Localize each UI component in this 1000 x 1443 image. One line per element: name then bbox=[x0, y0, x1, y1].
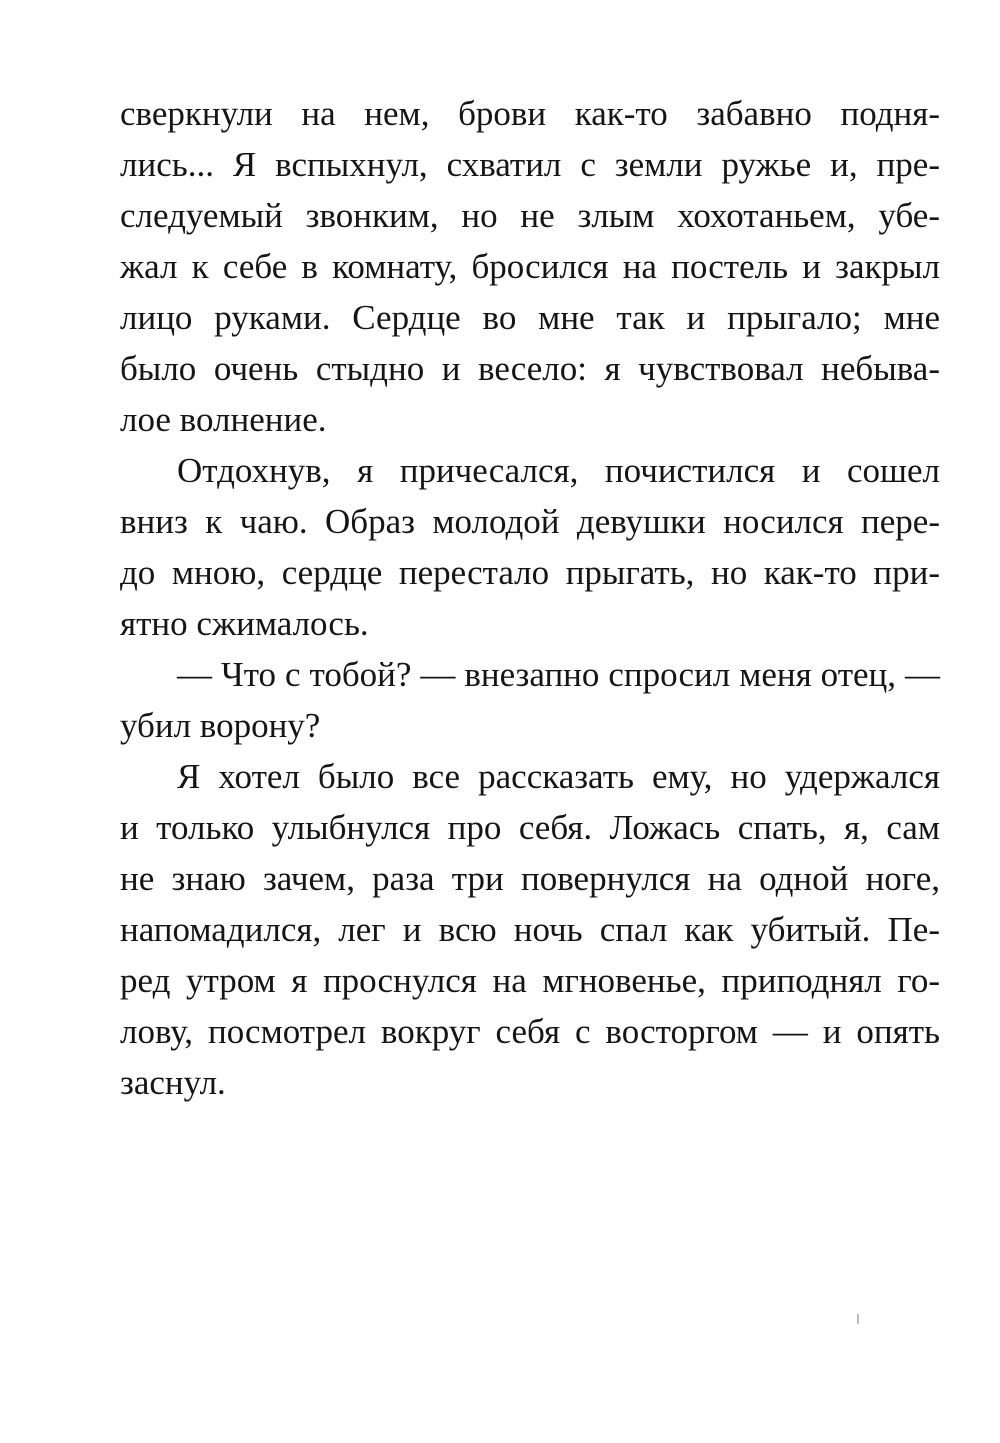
text-line: лицо руками. Сердце во мне так и прыгало; мне bbox=[120, 298, 940, 337]
text-line: лое волнение. bbox=[120, 400, 327, 439]
text-line: не знаю зачем, раза три повернулся на одной ноге, bbox=[120, 859, 940, 898]
text-line: жал к себе в комнату, бросился на постель и закрыл bbox=[120, 247, 940, 286]
text-line: лись... Я вспыхнул, схватил с земли ружье и, пре- bbox=[120, 145, 940, 184]
text-line: ятно сжималось. bbox=[120, 604, 369, 643]
text-line: заснул. bbox=[120, 1063, 226, 1102]
text-line: до мною, сердце перестало прыгать, но как-то при- bbox=[120, 553, 940, 592]
text-line: напомадился, лег и всю ночь спал как убитый. Пе- bbox=[120, 910, 940, 949]
paragraph-2 bbox=[120, 445, 940, 649]
text-line: Отдохнув, я причесался, почистился и сошел bbox=[177, 451, 940, 490]
text-line: убил ворону? bbox=[120, 706, 321, 745]
text-line: сверкнули на нем, брови как-то забавно подня- bbox=[120, 94, 940, 133]
paragraph-1 bbox=[120, 88, 940, 445]
page-text bbox=[120, 88, 940, 1108]
paragraph-3 bbox=[120, 649, 940, 751]
text-line: и только улыбнулся про себя. Ложась спать, я, сам bbox=[120, 808, 940, 847]
text-line: Я хотел было все рассказать ему, но удержался bbox=[177, 757, 940, 796]
paragraph-4 bbox=[120, 751, 940, 1108]
scan-speck bbox=[857, 1314, 859, 1324]
text-line: лову, посмотрел вокруг себя с восторгом — и опять bbox=[120, 1012, 940, 1051]
text-line: ред утром я проснулся на мгновенье, приподнял го- bbox=[120, 961, 940, 1000]
text-line: следуемый звонким, но не злым хохотаньем, убе- bbox=[120, 196, 940, 235]
text-line: вниз к чаю. Образ молодой девушки носился пере- bbox=[120, 502, 940, 541]
text-line: было очень стыдно и весело: я чувствовал небыва- bbox=[120, 349, 940, 388]
text-line: — Что с тобой? — внезапно спросил меня отец, — bbox=[177, 655, 940, 694]
